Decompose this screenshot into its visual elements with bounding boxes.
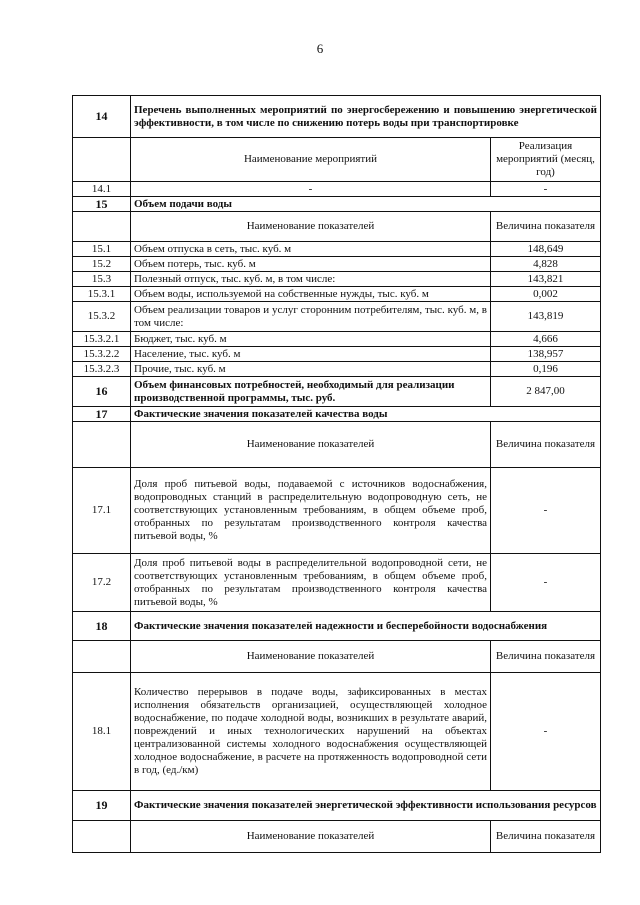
column-header-value: Величина показателя [491, 821, 601, 853]
table-row [73, 347, 601, 362]
table-row [73, 272, 601, 287]
section-17-header [73, 407, 601, 422]
row-value: 0,002 [491, 287, 601, 302]
row-value: 4,828 [491, 257, 601, 272]
row-value: - [491, 673, 601, 791]
row-value: 0,196 [491, 362, 601, 377]
section-number: 16 [73, 377, 131, 407]
row-number: 14.1 [73, 182, 131, 197]
section-number: 17 [73, 407, 131, 422]
row-number: 15.3 [73, 272, 131, 287]
column-header-value: Величина показателя [491, 212, 601, 242]
row-name: Объем воды, используемой на собственные нужды, тыс. куб. м [131, 287, 491, 302]
column-header-value: Величина показателя [491, 641, 601, 673]
empty-cell [73, 212, 131, 242]
column-header-value: Величина показателя [491, 422, 601, 468]
row-number: 15.3.2.1 [73, 332, 131, 347]
table-row [73, 332, 601, 347]
row-name: Полезный отпуск, тыс. куб. м, в том числе: [131, 272, 491, 287]
row-name: Количество перерывов в подаче воды, зафиксированных в местах исполнения обязательств организацией, осуществляющей холодное водоснабжение, по подаче холодной воды, возникших в результате аварий, повреждений и иных технологических нарушений на объектах централизованной системы холодного водоснабжения осуществляющей холодное водоснабжение, в расчете на протяженность водопроводной сети в год, (ед./км) [131, 673, 491, 791]
table-row [73, 468, 601, 554]
section-title: Объем финансовых потребностей, необходимый для реализации производственной программы, тыс. руб. [131, 377, 491, 407]
section-19-header [73, 791, 601, 821]
section-title: Фактические значения показателей надежности и бесперебойности водоснабжения [131, 612, 601, 641]
row-number: 15.3.2 [73, 302, 131, 332]
column-header-row [73, 138, 601, 182]
row-number: 15.2 [73, 257, 131, 272]
table-row [73, 673, 601, 791]
section-number: 14 [73, 96, 131, 138]
table-row [73, 257, 601, 272]
empty-cell [73, 641, 131, 673]
column-header-row [73, 212, 601, 242]
row-name: Бюджет, тыс. куб. м [131, 332, 491, 347]
column-header-realization: Реализация мероприятий (месяц, год) [491, 138, 601, 182]
row-number: 17.1 [73, 468, 131, 554]
table-row [73, 182, 601, 197]
table-row [73, 242, 601, 257]
column-header-row [73, 422, 601, 468]
row-name: Объем потерь, тыс. куб. м [131, 257, 491, 272]
row-number: 15.1 [73, 242, 131, 257]
row-name: Население, тыс. куб. м [131, 347, 491, 362]
column-header-name: Наименование показателей [131, 422, 491, 468]
row-name: Доля проб питьевой воды, подаваемой с источников водоснабжения, водопроводных станций в распределительную водопроводную сеть, не соответствующих установленным требованиям, в общем объеме проб, отобранных по результатам производственного контроля качества питьевой воды, % [131, 468, 491, 554]
row-value: 148,649 [491, 242, 601, 257]
row-value: - [491, 182, 601, 197]
section-title: Перечень выполненных мероприятий по энергосбережению и повышению энергетической эффективности, в том числе по снижению потерь воды при транспортировке [131, 96, 601, 138]
section-16-row [73, 377, 601, 407]
section-number: 18 [73, 612, 131, 641]
row-value: 138,957 [491, 347, 601, 362]
row-value: - [491, 468, 601, 554]
row-number: 15.3.1 [73, 287, 131, 302]
row-value: 143,819 [491, 302, 601, 332]
column-header-name: Наименование мероприятий [131, 138, 491, 182]
section-18-header [73, 612, 601, 641]
empty-cell [73, 422, 131, 468]
row-number: 18.1 [73, 673, 131, 791]
section-14-header [73, 96, 601, 138]
column-header-row [73, 821, 601, 853]
row-name: Прочие, тыс. куб. м [131, 362, 491, 377]
section-15-header [73, 197, 601, 212]
row-name: Объем реализации товаров и услуг сторонним потребителям, тыс. куб. м, в том числе: [131, 302, 491, 332]
row-value: 2 847,00 [491, 377, 601, 407]
column-header-name: Наименование показателей [131, 641, 491, 673]
section-number: 15 [73, 197, 131, 212]
table-row [73, 287, 601, 302]
row-number: 15.3.2.3 [73, 362, 131, 377]
row-value: 4,666 [491, 332, 601, 347]
row-number: 15.3.2.2 [73, 347, 131, 362]
section-title: Фактические значения показателей качества воды [131, 407, 601, 422]
table-row [73, 362, 601, 377]
section-number: 19 [73, 791, 131, 821]
table-row [73, 554, 601, 612]
row-number: 17.2 [73, 554, 131, 612]
row-name: - [131, 182, 491, 197]
section-title: Объем подачи воды [131, 197, 601, 212]
empty-cell [73, 138, 131, 182]
column-header-row [73, 641, 601, 673]
page-number: 6 [316, 41, 324, 56]
row-name: Объем отпуска в сеть, тыс. куб. м [131, 242, 491, 257]
column-header-name: Наименование показателей [131, 821, 491, 853]
row-value: 143,821 [491, 272, 601, 287]
section-title: Фактические значения показателей энергетической эффективности использования ресурсов [131, 791, 601, 821]
row-value: - [491, 554, 601, 612]
empty-cell [73, 821, 131, 853]
column-header-name: Наименование показателей [131, 212, 491, 242]
row-name: Доля проб питьевой воды в распределительной водопроводной сети, не соответствующих установленным требованиям, в общем объеме проб, отобранных по результатам производственного контроля качества питьевой воды, % [131, 554, 491, 612]
report-table [72, 95, 601, 853]
table-row [73, 302, 601, 332]
